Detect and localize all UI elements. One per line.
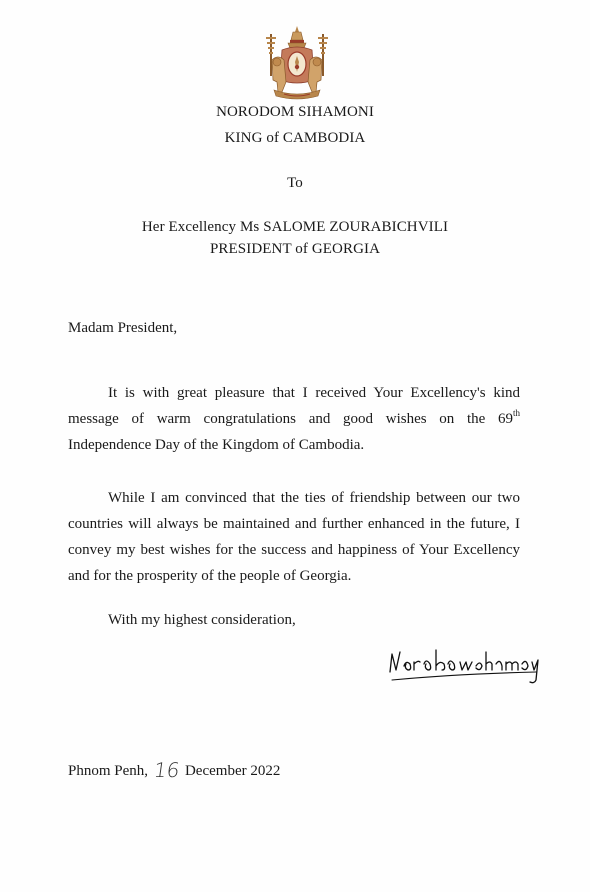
month-year: December 2022 — [184, 763, 281, 779]
paragraph-1 — [68, 380, 520, 458]
royal-coat-of-arms-emblem — [260, 24, 334, 102]
place-name: Phnom Penh, — [68, 763, 149, 779]
paragraph-1-text: It is with great pleasure that I received Your Excellency's kind message of warm congratulations and good wishes on the 69 — [68, 385, 520, 427]
sender-title: KING of CAMBODIA — [224, 130, 366, 146]
paragraph-2 — [68, 485, 520, 589]
handwritten-signature — [386, 642, 546, 686]
sender-name: NORODOM SIHAMONI — [216, 104, 374, 120]
paragraph-2-text: While I am convinced that the ties of friendship between our two countries will always be maintained and further enhanced in the future, I convey my best wishes for the success and happiness of Your Excellency and for the prosperity of the people of Georgia. — [68, 490, 520, 584]
handwritten-day: 16 — [152, 758, 181, 782]
salutation: Madam President, — [68, 320, 178, 336]
addressee-prefix: To — [287, 175, 303, 191]
paragraph-1-text-end: Independence Day of the Kingdom of Cambodia. — [68, 437, 365, 453]
place-and-date — [68, 757, 280, 784]
recipient-name: Her Excellency Ms SALOME ZOURABICHVILI — [141, 219, 449, 235]
ordinal-suffix: th — [512, 408, 520, 418]
recipient-title: PRESIDENT of GEORGIA — [209, 241, 381, 257]
closing-line: With my highest consideration, — [108, 612, 296, 628]
